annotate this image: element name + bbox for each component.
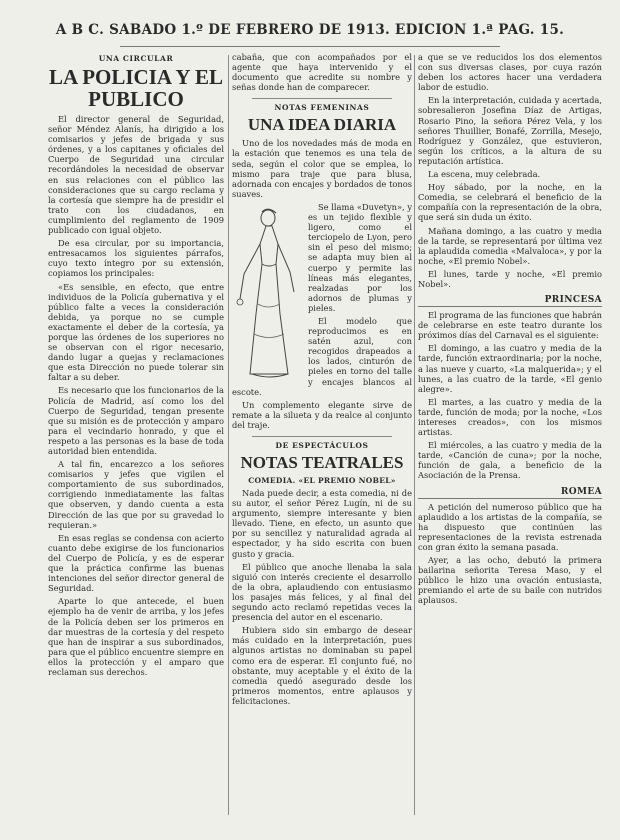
paragraph: El lunes, tarde y noche, «El premio Nobel». (418, 268, 602, 289)
paragraph: Un complemento elegante sirve de remate a la silueta y da realce al conjunto del traje. (232, 399, 412, 430)
page-header: A B C. SABADO 1.º DE FEBRERO DE 1913. EDICION 1.ª PAG. 15. (55, 22, 565, 38)
paragraph: El miércoles, a las cuatro y media de la tarde, «Canción de cuna»; por la noche, función de gala, a beneficio de la Asociación de la Prensa. (418, 440, 602, 481)
paragraph: A petición del numeroso público que ha aplaudido a los artistas de la compañía, se ha dispuesto que continúen las representaciones de la revista estrenada con gran éxito la semana pasada. (418, 501, 602, 552)
column-1 (48, 52, 224, 832)
paragraph: cabaña, que con acompañados por el agente que haya intervenido y el documento que acredite su nombre y señas donde han de comparecer. (232, 52, 412, 93)
section-romea: ROMEA (418, 487, 602, 499)
paragraph: Se llama «Duvetyn», y es un tejido flexible y ligero, como el terciopelo de Lyon, pero sin el peso del mismo; se adapta muy bien al cuerpo y permite las líneas más elegantes, realzadas por los adornos de plumas y pieles. (308, 201, 412, 313)
column-divider (228, 55, 229, 815)
column-2 (232, 52, 412, 832)
headline-idea-diaria: UNA IDEA DIARIA (247, 115, 397, 135)
paragraph: Nada puede decir, a esta comedia, ni de su autor, el señor Pérez Lugín, ni de su argumento, siempre interesante y bien llevado. Tiene, en efecto, un asunto que por su sencillez y naturalidad agrada al espectador, y ha sido escrita con buen gusto y gracia. (232, 488, 412, 559)
paragraph: Aparte lo que antecede, el buen ejemplo ha de venir de arriba, y los jefes de la Policía deben ser los primeros en dar muestras de la cortesía y del respeto que han de inspirar a sus subordinados, para que el público encuentre siempre en ellos la protección y el amparo que reclaman sus derechos. (48, 596, 224, 677)
paragraph: Ayer, a las ocho, debutó la primera bailarina señorita Teresa Maso, y el público le hizo una ovación entusiasta, premiando el arte de su baile con nutridos aplausos. (418, 555, 602, 606)
paragraph: En la interpretación, cuidada y acertada, sobresalieron Josefina Díaz de Artigas, Rosario Pino, la señora Pérez Vela, y los señores Thuillier, Bonafé, Zorrilla, Mesejo, Rodríguez y González, que estuvieron, según los críticos, a la altura de su reputación artística. (418, 95, 602, 166)
headline-notas-teatrales: NOTAS TEATRALES (240, 453, 404, 472)
section-princesa: PRINCESA (418, 295, 602, 307)
headline-policia: LA POLICIA Y EL PUBLICO (48, 65, 224, 111)
paragraph: Hoy sábado, por la noche, en la Comedia, se celebrará el beneficio de la compañía con la representación de la obra, que será sin duda un éxito. (418, 182, 602, 223)
paragraph: La escena, muy celebrada. (428, 169, 541, 180)
column-3 (418, 52, 602, 832)
paragraph: a que se ve reducidos los dos elementos con sus diversas clases, por cuya razón deben los actores hacer una verdadera labor de estudio. (418, 52, 602, 93)
paragraph: «Es sensible, en efecto, que entre individuos de la Policía gubernativa y el público falte a veces la consideración debida, ya porque no se cumple exactamente el deber de la cortesía, ya porque las órdenes de los superiores no se observan con el rigor necesario, dando lugar a quejas y reclamaciones que esta Dirección no puede tolerar sin faltar a su deber. (48, 281, 224, 383)
paragraph: El público que anoche llenaba la sala siguió con interés creciente el desarrollo de la obra, aplaudiendo con entusiasmo los pasajes más felices, y al final del segundo acto reclamó repetidas veces la presencia del autor en el escenario. (232, 561, 412, 623)
header-rule (120, 46, 500, 47)
kicker-circular: UNA CIRCULAR (98, 54, 174, 63)
paragraph: Hubiera sido sin embargo de desear más cuidado en la interpretación, pues algunos artistas no dominaban su papel como era de esperar. El conjunto fué, no obstante, muy aceptable y el éxito de la comedia quedó asegurado desde los primeros momentos, entre aplausos y felicitaciones. (232, 625, 412, 706)
section-rule (252, 98, 392, 99)
paragraph: El domingo, a las cuatro y media de la tarde, función extraordinaria; por la noche, a las nueve y cuarto, «La malquerida»; y el lunes, a las cuatro de la tarde, «El genio alegre». (418, 343, 602, 394)
paragraph: Es necesario que los funcionarios de la Policía de Madrid, así como los del Cuerpo de Seguridad, tengan presente que su misión es de protección y amparo para el vecindario honrado, y que el respeto a las personas es la base de toda autoridad bien entendida. (48, 385, 224, 456)
fashion-illustration (232, 204, 304, 382)
paragraph: El programa de las funciones que habrán de celebrarse en este teatro durante los próximos días del Carnaval es el siguiente: (418, 310, 602, 341)
paragraph: El modelo que reproducimos es en satén azul, con recogidos drapeados a los lados, cinturón de pieles en torno del talle y encajes blancos al escote. (232, 315, 412, 397)
subheading-comedia: COMEDIA. «EL PREMIO NOBEL» (248, 476, 396, 485)
paragraph: En esas reglas se condensa con acierto cuanto debe exigirse de los funcionarios del Cuerpo de Policía, y es de esperar que la práctica confirme las buenas intenciones del señor director general de Seguridad. (48, 532, 224, 594)
paragraph: De esa circular, por su importancia, entresacamos los siguientes párrafos, cuyo texto íntegro por su extensión, copiamos los principales: (48, 238, 224, 279)
paragraph: Uno de los novedades más de moda en la estación que tenemos es una tela de seda, según el color que se emplea, lo mismo para traje que para blusa, adornada con encajes y bordados de tonos suaves. (232, 138, 412, 199)
fashion-figure-icon (232, 204, 304, 382)
paragraph: El martes, a las cuatro y media de la tarde, función de moda; por la noche, «Los intereses creados», con los mismos artistas. (418, 396, 602, 438)
paragraph: A tal fin, encarezco a los señores comisarios y jefes que vigilen el comportamiento de sus subordinados, corrigiendo inmediatamente las faltas que observen, y dando cuenta a esta Dirección de las que por su gravedad lo requieran.» (48, 459, 224, 530)
column-divider (414, 55, 415, 815)
kicker-espectaculos: DE ESPECTÁCULOS (275, 441, 369, 450)
kicker-femeninas: NOTAS FEMENINAS (274, 103, 370, 113)
paragraph: El director general de Seguridad, señor Méndez Alanís, ha dirigido a los comisarios y jefes de brigada y sus órdenes, y a los capitanes y oficiales del Cuerpo de Seguridad una circular recordándoles la necesidad de observar en sus relaciones con el público las consideraciones que su cargo reclama y la cortesía que siempre ha de presidir el trato con los ciudadanos, en cumplimiento del reglamento de 1909 publicado con igual objeto. (48, 114, 224, 236)
paragraph: Mañana domingo, a las cuatro y media de la tarde, se representará por última vez la aplaudida comedia «Malvaloca», y por la noche, «El premio Nobel». (418, 225, 602, 266)
section-rule (252, 436, 392, 437)
